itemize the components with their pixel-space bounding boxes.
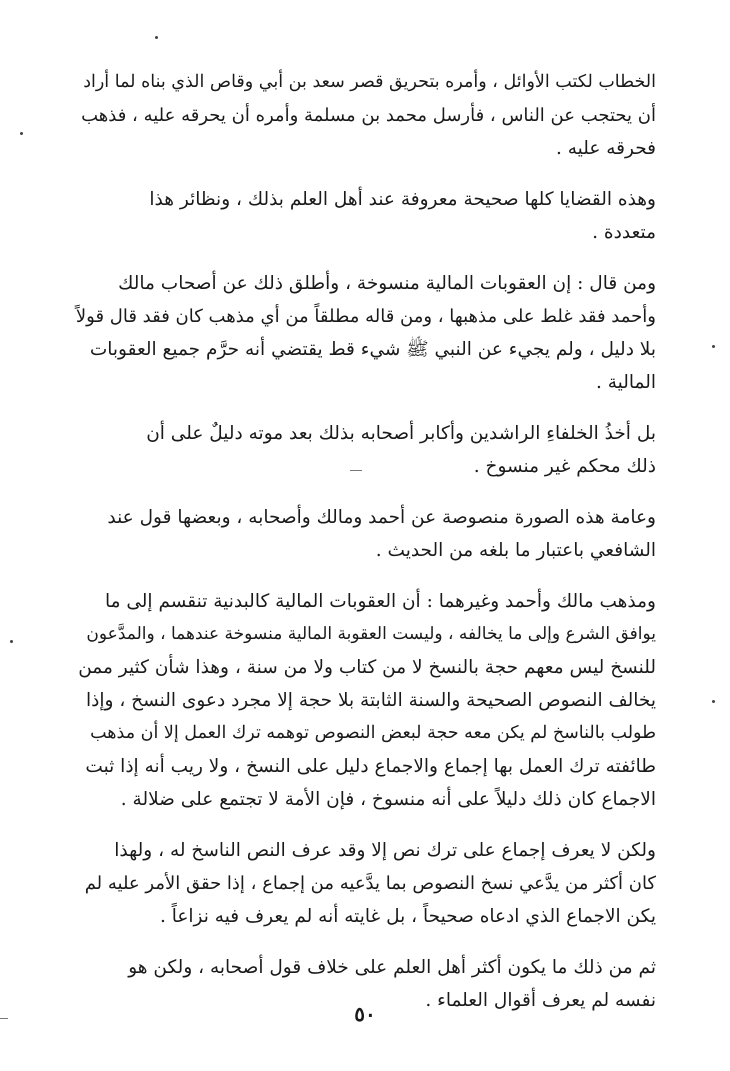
scan-speck [712,345,715,348]
text-line: ولكن لا يعرف إجماع على ترك نص إلا وقد عرف النص الناسخ له ، ولهذا [114,840,656,861]
scan-speck [712,700,715,703]
text-line: يكن الاجماع الذي ادعاه صحيحاً ، بل غايته أنه لم يعرف فيه نزاعاً . [159,906,656,927]
text-line: وهذه القضايا كلها صحيحة معروفة عند أهل العلم بذلك ، ونظائر هذا [149,189,656,210]
text-line: نفسه لم يعرف أقوال العلماء . [425,990,656,1011]
paragraph [76,267,656,399]
text-line: الشافعي باعتبار ما بلغه من الحديث . [375,540,656,561]
scan-speck [10,640,13,643]
text-line: يوافق الشرع وإلى ما يخالفه ، وليست العقوبة المالية منسوخة عندهما ، والمدَّعون [86,624,656,644]
paragraph [76,66,656,165]
text-line: ومن قال : إن العقوبات المالية منسوخة ، وأطلق ذلك عن أصحاب مالك [118,273,656,294]
paragraph [76,417,656,483]
paragraph [76,501,656,567]
text-line: الاجماع كان ذلك دليلاً على أنه منسوخ ، فإن الأمة لا تجتمع على ضلالة . [120,789,656,810]
paragraph [76,585,656,816]
scan-mark [350,470,362,471]
text-line: طولب بالناسخ لم يكن معه حجة لبعض النصوص توهمه ترك العمل إلا أن مذهب [90,723,656,743]
text-line: وعامة هذه الصورة منصوصة عن أحمد ومالك وأصحابه ، وبعضها قول عند [107,507,656,528]
text-line: أن يحتجب عن الناس ، فأرسل محمد بن مسلمة وأمره أن يحرقه عليه ، فذهب [81,105,656,126]
text-line: بلا دليل ، ولم يجيء عن النبي ﷺ شيء قط يقتضي أنه حرَّم جميع العقوبات [89,339,656,360]
text-line: الخطاب لكتب الأوائل ، وأمره بتحريق قصر سعد بن أبي وقاص الذي بناه لما أراد [83,72,656,92]
text-line: يخالف النصوص الصحيحة والسنة الثابتة بلا حجة إلا مجرد دعوى النسخ ، وإذا [86,690,656,711]
text-line: بل أخذُ الخلفاءِ الراشدين وأكابر أصحابه بذلك بعد موته دليلٌ على أن [146,423,656,444]
paragraph [76,183,656,249]
text-line: ذلك محكم غير منسوخ . [473,456,656,477]
text-line: وأحمد فقد غلط على مذهبها ، ومن قاله مطلقاً من أي مذهب كان فقد قال قولاً [75,306,656,327]
text-line: فحرقه عليه . [555,138,656,159]
text-line: متعددة . [592,222,656,243]
page-number: ٥٠ [354,1002,376,1026]
scan-mark [0,1018,8,1019]
text-line: ثم من ذلك ما يكون أكثر أهل العلم على خلاف قول أصحابه ، ولكن هو [128,957,656,978]
scan-speck [155,36,158,39]
text-line: المالية . [595,372,656,393]
paragraph [76,834,656,933]
text-line: ومذهب مالك وأحمد وغيرهما : أن العقوبات المالية كالبدنية تنقسم إلى ما [104,591,656,612]
text-line: للنسخ ليس معهم حجة بالنسخ لا من كتاب ولا من سنة ، وهذا شأن كثير ممن [78,657,656,678]
body-text [76,66,656,1035]
text-line: كان أكثر من يدَّعي نسخ النصوص بما يدَّعيه من إجماع ، إذا حقق الأمر عليه لم [84,873,656,894]
text-line: طائفته ترك العمل بها إجماع والاجماع دليل على النسخ ، ولا ريب أنه إذا ثبت [85,756,656,777]
scan-speck [20,132,23,135]
